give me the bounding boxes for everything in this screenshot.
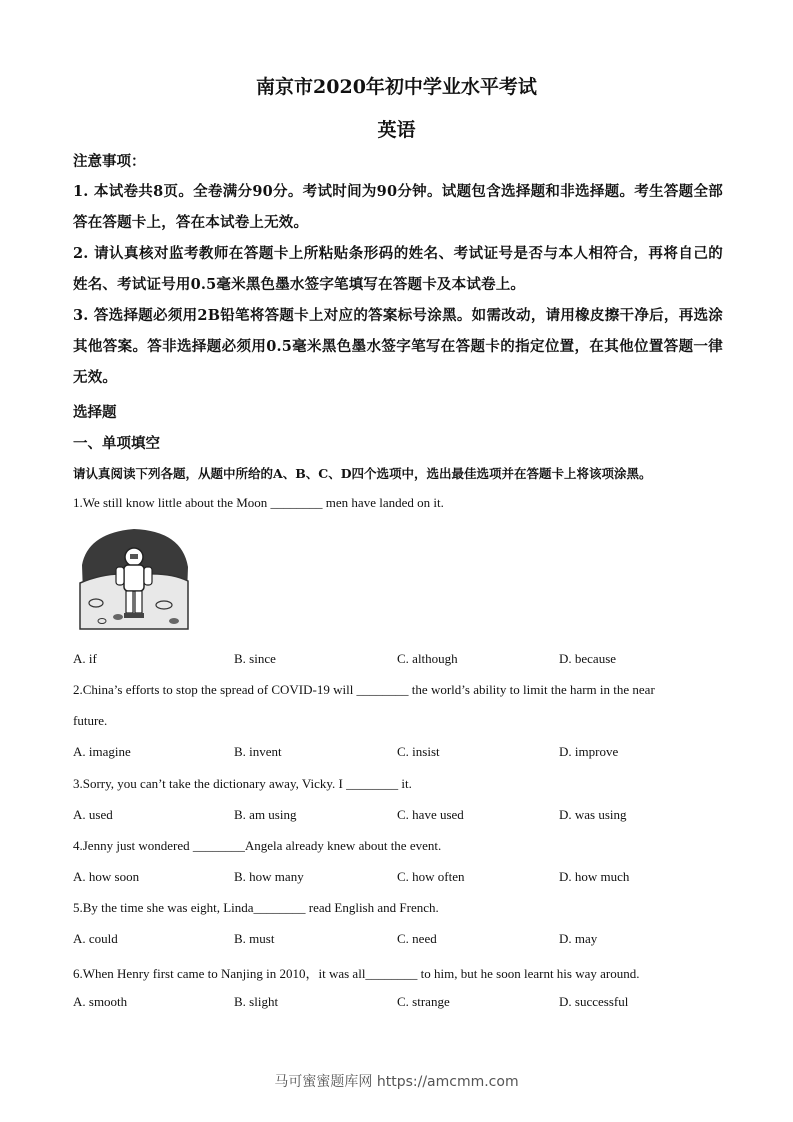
notice-heading: 注意事项： — [73, 153, 146, 170]
question-2-text: 2.China’s efforts to stop the spread of COVID-19 will ________ the world’s ability to limit the harm in the near — [73, 682, 655, 697]
q3-option-d: D. was using — [559, 807, 627, 822]
q1-option-d: D. because — [559, 651, 617, 666]
notice-item-2: 2. 请认真核对监考教师在答题卡上所粘贴条形码的姓名、考试证号是否与本人相符合，再将自己的姓名、考试证号用0.5毫米黑色墨水签字笔填写在答题卡及本试卷上。 — [73, 245, 723, 293]
question-1-text: 1.We still know little about the Moon ________ men have landed on it. — [73, 495, 444, 510]
q5-option-b: B. must — [234, 931, 275, 946]
q6-option-c: C. strange — [397, 994, 450, 1009]
exam-subject: 英语 — [377, 119, 416, 141]
q3-option-b: B. am using — [234, 807, 297, 822]
q4-option-b: B. how many — [234, 869, 304, 884]
astronaut-on-moon-illustration — [78, 525, 190, 635]
q4-option-d: D. how much — [559, 869, 630, 884]
q5-option-c: C. need — [397, 931, 437, 946]
q2-option-b: B. invent — [234, 744, 282, 759]
notice-item-3: 3. 答选择题必须用2B铅笔将答题卡上对应的答案标号涂黑。如需改动，请用橡皮擦干净后，再选涂其他答案。答非选择题必须用0.5毫米黑色墨水签字笔写在答题卡的指定位置，在其他位置答题一律无效。 — [73, 307, 723, 386]
question-4-text: 4.Jenny just wondered ________Angela already knew about the event. — [73, 838, 442, 853]
q5-option-a: A. could — [73, 931, 118, 946]
q4-option-a: A. how soon — [73, 869, 140, 884]
q3-option-c: C. have used — [397, 807, 464, 822]
q6-option-d: D. successful — [559, 994, 629, 1009]
q2-option-a: A. imagine — [73, 744, 131, 759]
q4-option-c: C. how often — [397, 869, 465, 884]
question-6-text: 6.When Henry first came to Nanjing in 2010，it was all________ to him, but he soon learnt his way around. — [73, 966, 640, 981]
question-5-text: 5.By the time she was eight, Linda________ read English and French. — [73, 900, 439, 915]
exam-title: 南京市2020年初中学业水平考试 — [256, 76, 537, 98]
q6-option-b: B. slight — [234, 994, 279, 1009]
q1-option-b: B. since — [234, 651, 276, 666]
q1-option-a: A. if — [73, 651, 97, 666]
footer-watermark: 马可蜜蜜题库网 https://amcmm.com — [274, 1074, 519, 1090]
question-2-text-cont: future. — [73, 713, 108, 728]
q2-option-c: C. insist — [397, 744, 440, 759]
q1-option-c: C. although — [397, 651, 458, 666]
q5-option-d: D. may — [559, 931, 598, 946]
q6-option-a: A. smooth — [73, 994, 128, 1009]
question-3-text: 3.Sorry, you can’t take the dictionary away, Vicky. I ________ it. — [73, 776, 412, 791]
q2-option-d: D. improve — [559, 744, 619, 759]
section-heading: 选择题 — [73, 404, 117, 421]
part-heading: 一、单项填空 — [73, 435, 160, 452]
instruction: 请认真阅读下列各题，从题中所给的A、B、C、D四个选项中，选出最佳选项并在答题卡上将该项涂黑。 — [73, 466, 652, 481]
notice-item-1: 1. 本试卷共8页。全卷满分90分。考试时间为90分钟。试题包含选择题和非选择题。考生答题全部答在答题卡上，答在本试卷上无效。 — [73, 183, 723, 231]
q3-option-a: A. used — [73, 807, 113, 822]
